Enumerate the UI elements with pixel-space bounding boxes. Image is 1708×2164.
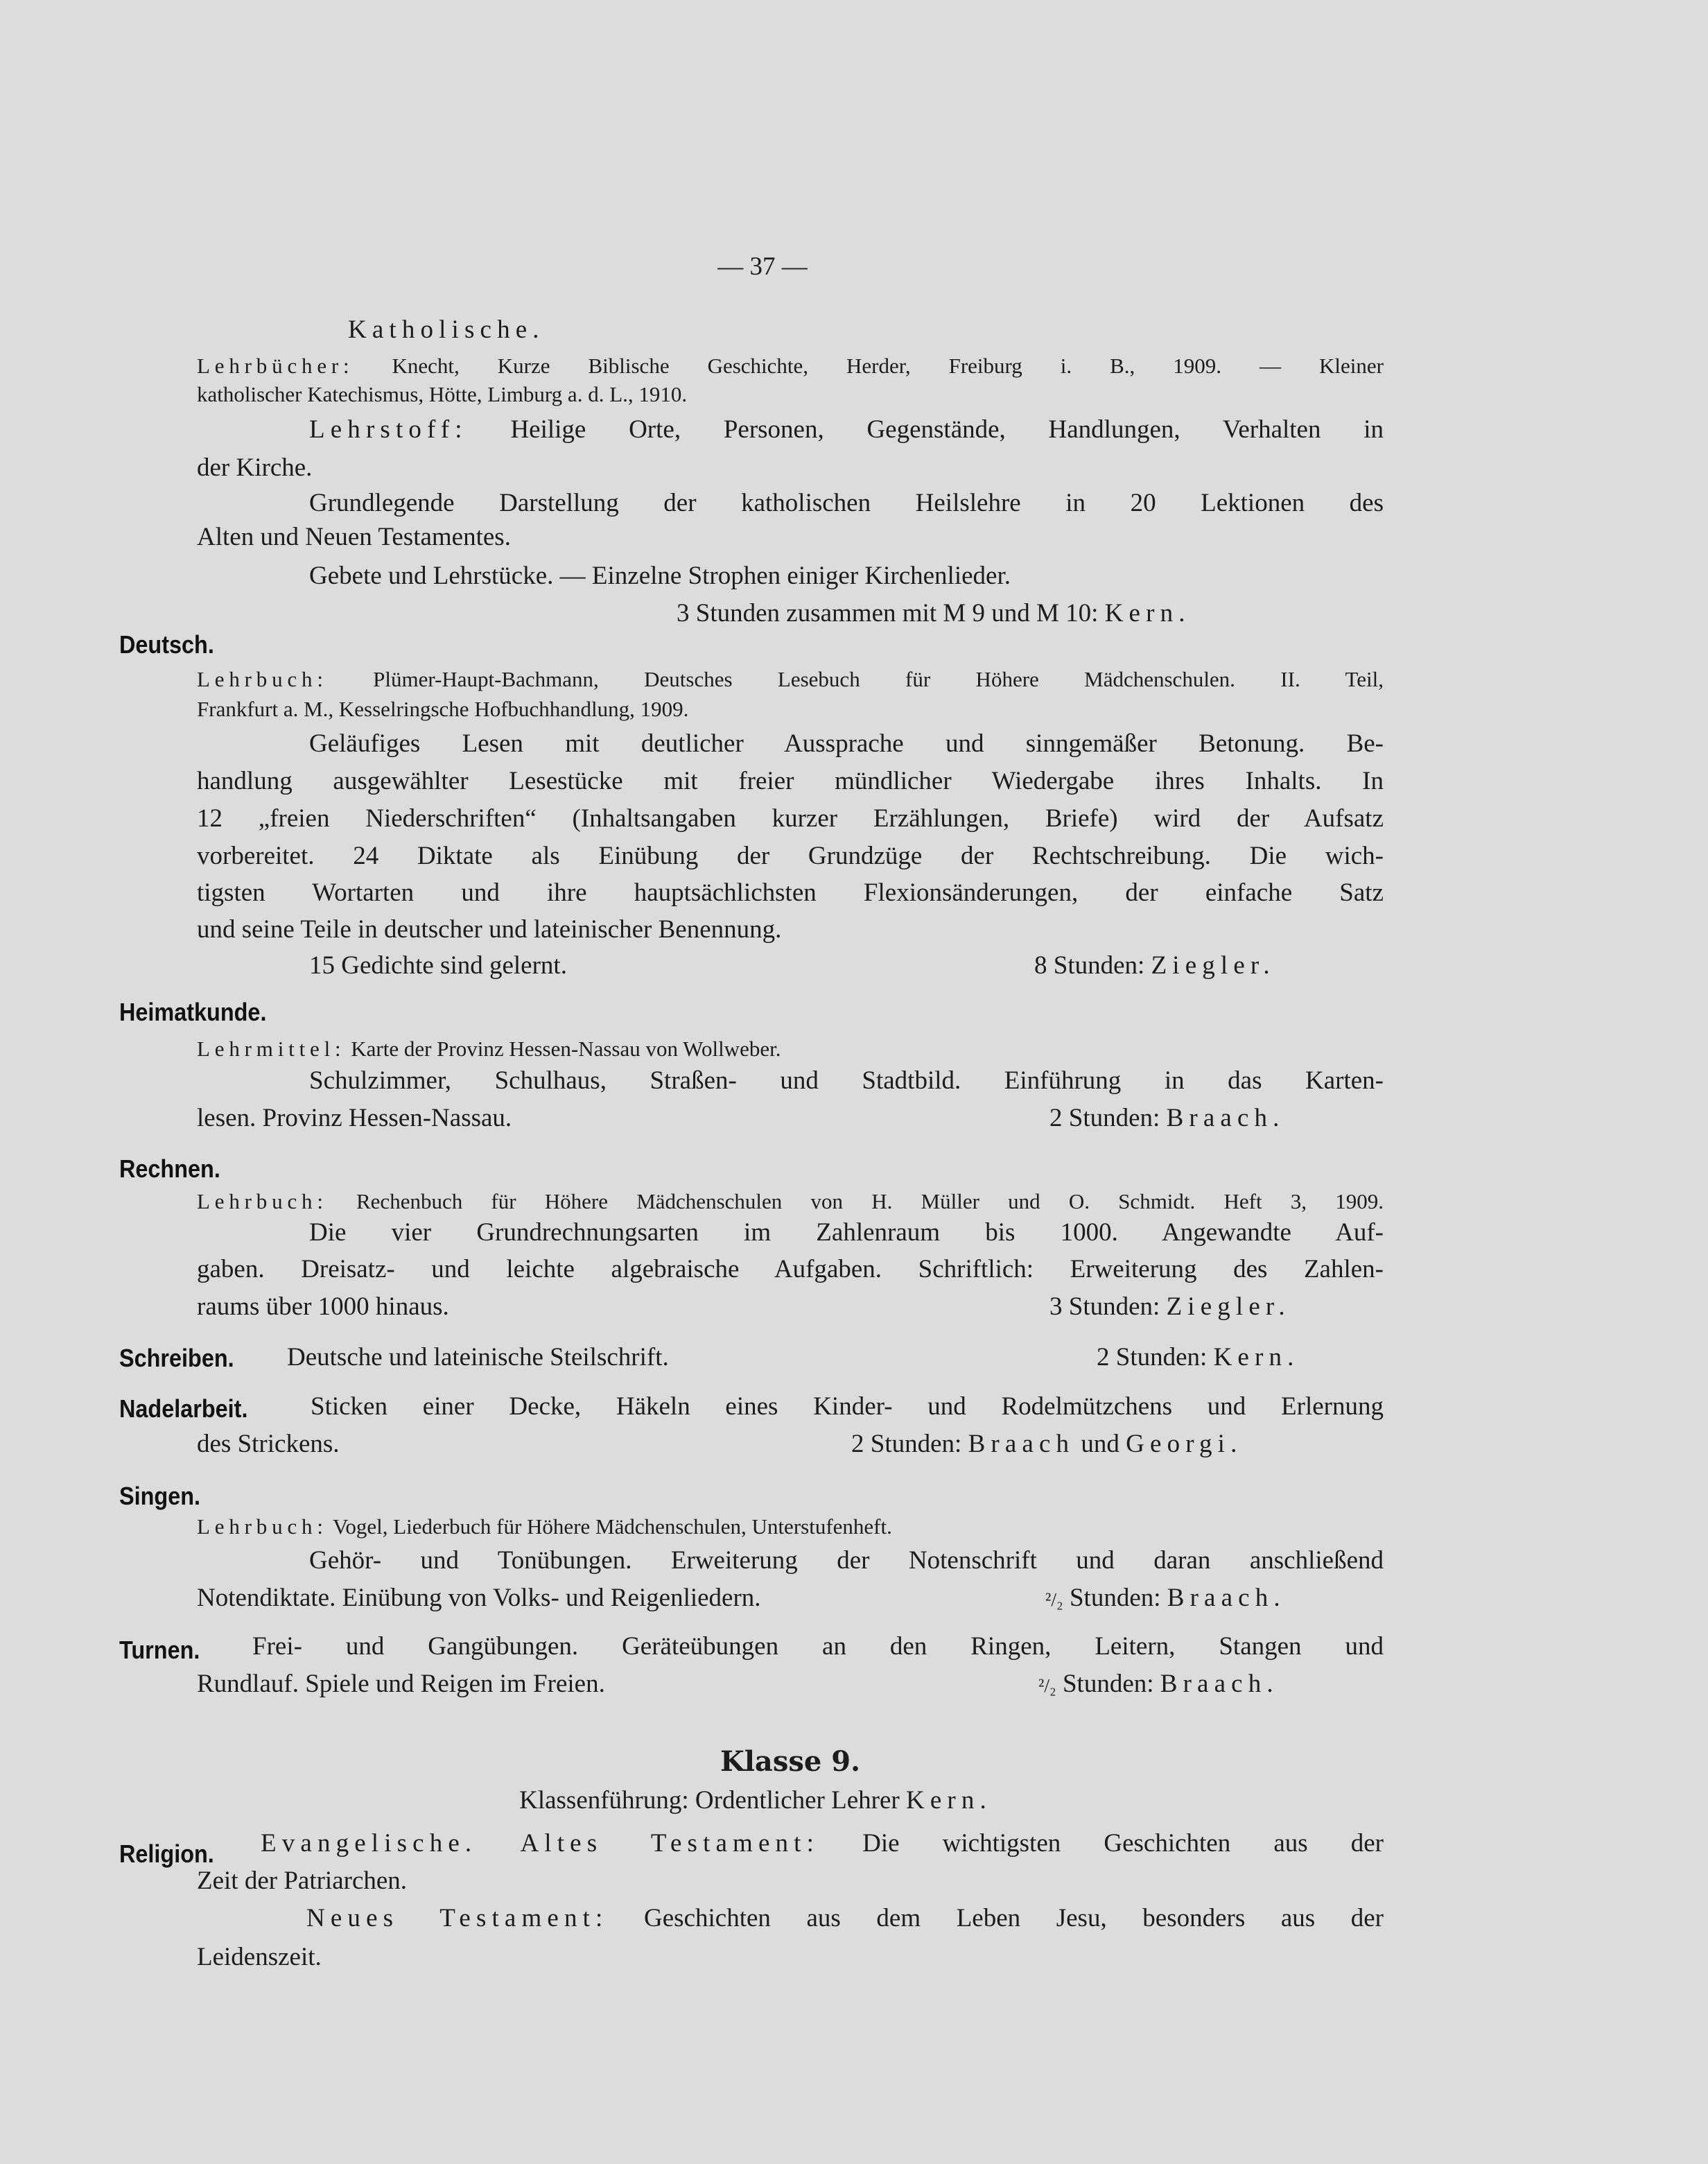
rechnen-lehrbuch xyxy=(197,1188,1384,1215)
religion-nt-line-2: Leidenszeit. xyxy=(197,1943,322,1971)
singen-stunden-text: Stunden: xyxy=(1069,1584,1161,1612)
heimatkunde-line-2: lesen. Provinz Hessen-Nassau. xyxy=(197,1104,512,1132)
katholisch-lehrstoff-line-2: der Kirche. xyxy=(197,453,313,482)
katholisch-stunden xyxy=(677,598,1191,630)
katholisch-lehrbuecher-line-2: katholischer Katechismus, Hötte, Limburg a. d. L., 1910. xyxy=(197,382,688,406)
subject-heading-deutsch: Deutsch. xyxy=(119,630,214,659)
heimatkunde-lehrmittel xyxy=(197,1035,781,1063)
subject-heading-religion: Religion. xyxy=(119,1840,214,1868)
nadelarbeit-teacher-2: Georgi. xyxy=(1126,1430,1243,1458)
turnen-stunden xyxy=(1038,1668,1279,1702)
subject-heading-singen: Singen. xyxy=(119,1482,201,1510)
religion-nt-text-1: Geschichten aus dem Leben Jesu, besonders aus der xyxy=(644,1904,1384,1932)
rechnen-stunden xyxy=(1049,1291,1291,1323)
rechnen-stunden-text: 3 Stunden: xyxy=(1049,1292,1160,1321)
schreiben-text: Deutsche und lateinische Steilschrift. xyxy=(287,1343,669,1371)
singen-teacher: Braach. xyxy=(1167,1584,1286,1612)
klasse9-fuehrung-name: Kern. xyxy=(905,1786,992,1815)
heimatkunde-lehrmittel-label: Lehrmittel: xyxy=(197,1037,346,1061)
deutsch-lehrbuch-line-2: Frankfurt a. M., Kesselringsche Hofbuchhandlung, 1909. xyxy=(197,697,689,721)
heimatkunde-stunden-text: 2 Stunden: xyxy=(1049,1104,1160,1132)
heimatkunde-line-1: Schulzimmer, Schulhaus, Straßen- und Stadtbild. Einführung in das Karten- xyxy=(309,1066,1384,1095)
deutsch-body-line-6: und seine Teile in deutscher und lateinischer Benennung. xyxy=(197,915,782,944)
section-title-katholisch: Katholische. xyxy=(348,315,545,344)
heimatkunde-stunden xyxy=(1049,1102,1285,1134)
deutsch-body-line-2: handlung ausgewählter Lesestücke mit freier mündlicher Wiedergabe ihres Inhalts. In xyxy=(197,767,1384,795)
katholisch-lehrbuecher-line-1 xyxy=(197,352,1384,380)
klasse9-title: Klasse 9. xyxy=(720,1745,861,1778)
katholisch-gebete: Gebete und Lehrstücke. — Einzelne Strophen einiger Kirchenlieder. xyxy=(309,562,1011,590)
page-number: — 37 — xyxy=(717,252,808,281)
katholisch-stunden-text: 3 Stunden zusammen mit M 9 und M 10: xyxy=(677,599,1099,627)
nadelarbeit-stunden xyxy=(851,1428,1242,1460)
religion-at-line-2: Zeit der Patriarchen. xyxy=(197,1867,408,1895)
turnen-line-2: Rundlauf. Spiele und Reigen im Freien. xyxy=(197,1670,605,1698)
heimatkunde-lehrmittel-text: Karte der Provinz Hessen-Nassau von Wollweber. xyxy=(351,1037,781,1061)
deutsch-stunden-text: 8 Stunden: xyxy=(1034,951,1145,980)
rechnen-line-1: Die vier Grundrechnungsarten im Zahlenraum bis 1000. Angewandte Auf- xyxy=(309,1218,1384,1247)
turnen-stunden-fraction: ²/₂ xyxy=(1038,1675,1056,1697)
nadelarbeit-stunden-text: 2 Stunden: xyxy=(851,1430,962,1458)
deutsch-lehrbuch-text-1: Plümer-Haupt-Bachmann, Deutsches Lesebuch für Höhere Mädchenschulen. II. Teil, xyxy=(373,667,1384,691)
singen-line-2: Notendiktate. Einübung von Volks- und Reigenliedern. xyxy=(197,1584,761,1612)
deutsch-body-line-1: Geläufiges Lesen mit deutlicher Aussprache und sinngemäßer Betonung. Be- xyxy=(309,729,1384,758)
nadelarbeit-line-2: des Strickens. xyxy=(197,1430,340,1458)
singen-line-1: Gehör- und Tonübungen. Erweiterung der Notenschrift und daran anschließend xyxy=(309,1546,1384,1575)
klasse9-fuehrung xyxy=(374,1785,1137,1817)
heimatkunde-teacher: Braach. xyxy=(1166,1104,1285,1132)
deutsch-gedichte: 15 Gedichte sind gelernt. xyxy=(309,951,567,980)
subject-heading-heimatkunde: Heimatkunde. xyxy=(119,998,267,1026)
deutsch-body-line-5: tigsten Wortarten und ihre hauptsächlichsten Flexionsänderungen, der einfache Satz xyxy=(197,878,1384,907)
deutsch-lehrbuch-line-1 xyxy=(197,666,1384,693)
katholisch-grund-line-1: Grundlegende Darstellung der katholischen Heilslehre in 20 Lektionen des xyxy=(309,489,1384,517)
singen-stunden-fraction: ²/₂ xyxy=(1045,1589,1063,1611)
katholisch-lehrbuecher-text-1: Knecht, Kurze Biblische Geschichte, Herder, Freiburg i. B., 1909. — Kleiner xyxy=(392,354,1384,378)
schreiben-stunden-text: 2 Stunden: xyxy=(1097,1343,1208,1371)
deutsch-body-line-4: vorbereitet. 24 Diktate als Einübung der Grundzüge der Rechtschreibung. Die wich- xyxy=(197,842,1384,870)
deutsch-body-line-3: 12 „freien Niederschriften“ (Inhaltsangaben kurzer Erzählungen, Briefe) wird der Aufsatz xyxy=(197,804,1384,833)
nadelarbeit-line-1: Sticken einer Decke, Häkeln eines Kinder- und Rodelmützchens und Erlernung xyxy=(311,1392,1384,1421)
nadelarbeit-teacher-1: Braach xyxy=(968,1430,1075,1458)
rechnen-line-2: gaben. Dreisatz- und leichte algebraische Aufgaben. Schriftlich: Erweiterung des Zahlen- xyxy=(197,1255,1384,1283)
subject-heading-schreiben: Schreiben. xyxy=(119,1344,234,1372)
schreiben-stunden xyxy=(1097,1342,1299,1374)
religion-nt-label: Neues Testament: xyxy=(306,1904,609,1932)
subject-heading-nadelarbeit: Nadelarbeit. xyxy=(119,1394,248,1423)
deutsch-lehrbuch-label: Lehrbuch: xyxy=(197,667,328,691)
religion-at-label: Altes Testament: xyxy=(520,1829,820,1858)
turnen-line-1: Frei- und Gangübungen. Geräteübungen an den Ringen, Leitern, Stangen und xyxy=(252,1632,1384,1661)
singen-stunden xyxy=(1045,1582,1286,1616)
religion-at-line-1 xyxy=(261,1828,1384,1860)
singen-lehrbuch xyxy=(197,1513,892,1541)
deutsch-stunden xyxy=(1034,950,1275,982)
singen-lehrbuch-text: Vogel, Liederbuch für Höhere Mädchenschulen, Unterstufenheft. xyxy=(332,1514,892,1539)
katholisch-lehrstoff-line-1 xyxy=(309,414,1384,446)
katholisch-lehrbuecher-label: Lehrbücher: xyxy=(197,354,354,378)
subject-heading-rechnen: Rechnen. xyxy=(119,1154,220,1183)
katholisch-grund-line-2: Alten und Neuen Testamentes. xyxy=(197,523,511,551)
rechnen-line-3: raums über 1000 hinaus. xyxy=(197,1292,449,1321)
nadelarbeit-und: und xyxy=(1081,1430,1119,1458)
rechnen-teacher: Ziegler. xyxy=(1166,1292,1291,1321)
religion-evangelisch: Evangelische. xyxy=(261,1829,478,1858)
singen-lehrbuch-label: Lehrbuch: xyxy=(197,1514,328,1539)
katholisch-teacher: Kern. xyxy=(1104,599,1191,627)
rechnen-lehrbuch-text: Rechenbuch für Höhere Mädchenschulen von H. Müller und O. Schmidt. Heft 3, 1909. xyxy=(356,1189,1384,1213)
subject-heading-turnen: Turnen. xyxy=(119,1636,200,1664)
klasse9-fuehrung-label: Klassenführung: Ordentlicher Lehrer xyxy=(519,1786,900,1815)
religion-at-text-1: Die wichtigsten Geschichten aus der xyxy=(862,1829,1384,1858)
religion-nt-line-1 xyxy=(306,1903,1384,1934)
katholisch-lehrstoff-label: Lehrstoff: xyxy=(309,415,468,444)
turnen-stunden-text: Stunden: xyxy=(1062,1670,1154,1698)
turnen-teacher: Braach. xyxy=(1160,1670,1279,1698)
deutsch-teacher: Ziegler. xyxy=(1151,951,1275,980)
schreiben-teacher: Kern. xyxy=(1213,1343,1300,1371)
katholisch-lehrstoff-text-1: Heilige Orte, Personen, Gegenstände, Handlungen, Verhalten in xyxy=(510,415,1384,444)
rechnen-lehrbuch-label: Lehrbuch: xyxy=(197,1189,328,1213)
